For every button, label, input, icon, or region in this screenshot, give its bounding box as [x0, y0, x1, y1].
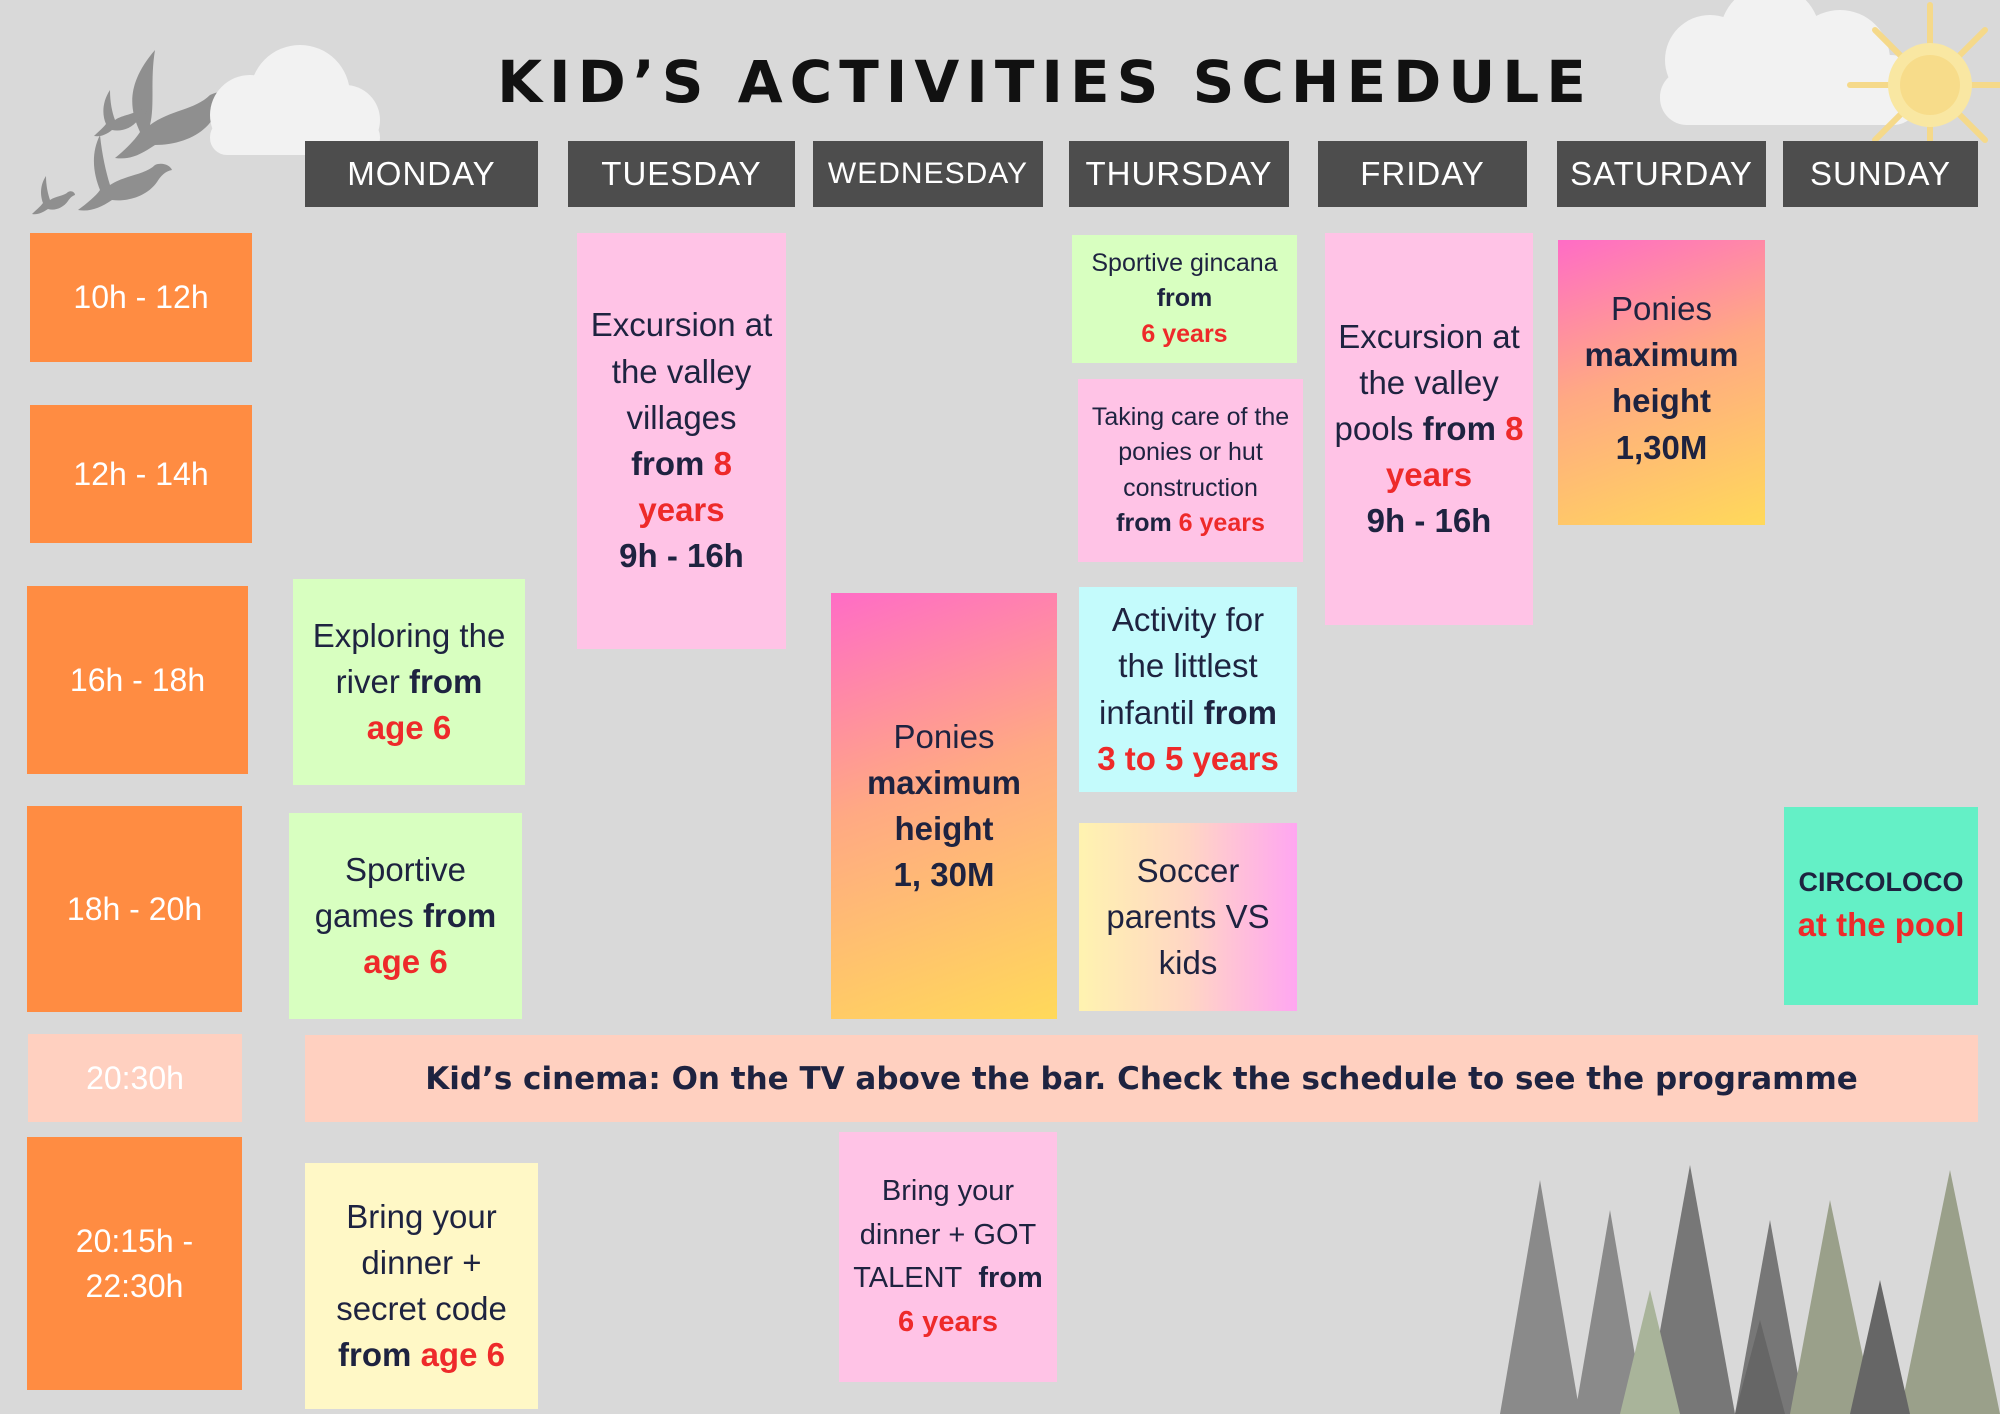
activity-thursday-gincana: Sportive gincana from 6 years: [1072, 235, 1297, 363]
activity-sunday-circoloco: CIRCOLOCO at the pool: [1784, 807, 1978, 1005]
day-header-thursday: THURSDAY: [1069, 141, 1289, 207]
day-header-sunday: SUNDAY: [1783, 141, 1978, 207]
day-header-tuesday: TUESDAY: [568, 141, 795, 207]
activity-thursday-littlest: Activity for the littlest infantil from 3 to 5 years: [1079, 587, 1297, 792]
time-slot: 16h - 18h: [27, 586, 248, 774]
cinema-banner: Kid’s cinema: On the TV above the bar. Check the schedule to see the programme: [305, 1035, 1978, 1122]
pine-tree-icon: [1900, 1170, 2000, 1414]
activity-monday-dinner: Bring your dinner + secret code from age 6: [305, 1163, 538, 1409]
pine-tree-icon: [1500, 1180, 1580, 1414]
activity-wednesday-talent: Bring your dinner + GOT TALENT from 6 years: [839, 1132, 1057, 1382]
activity-monday-river: Exploring the river from age 6: [293, 579, 525, 785]
page-title: KID’S ACTIVITIES SCHEDULE: [497, 48, 1593, 116]
bird-icon: [78, 135, 172, 211]
activity-friday-excursion: Excursion at the valley pools from 8 years 9h - 16h: [1325, 233, 1533, 625]
day-header-monday: MONDAY: [305, 141, 538, 207]
time-slot: 20:30h: [28, 1034, 242, 1122]
activity-tuesday-excursion: Excursion at the valley villages from 8 years 9h - 16h: [577, 233, 786, 649]
activity-saturday-ponies: Ponies maximum height 1,30M: [1558, 240, 1765, 525]
activity-wednesday-ponies: Ponies maximum height 1, 30M: [831, 593, 1057, 1019]
time-slot: 12h - 14h: [30, 405, 252, 543]
time-slot: 18h - 20h: [27, 806, 242, 1012]
day-header-friday: FRIDAY: [1318, 141, 1527, 207]
time-slot: 20:15h - 22:30h: [27, 1137, 242, 1390]
activity-monday-sportive-games: Sportive games from age 6: [289, 813, 522, 1019]
day-header-saturday: SATURDAY: [1557, 141, 1766, 207]
time-slot: 10h - 12h: [30, 233, 252, 362]
activity-thursday-ponies-care: Taking care of the ponies or hut construction from 6 years: [1078, 379, 1303, 562]
pine-trees-decoration: [1480, 1160, 2000, 1414]
bird-icon: [32, 176, 75, 214]
activity-thursday-soccer: Soccer parents VS kids: [1079, 823, 1297, 1011]
day-header-wednesday: WEDNESDAY: [813, 141, 1043, 207]
